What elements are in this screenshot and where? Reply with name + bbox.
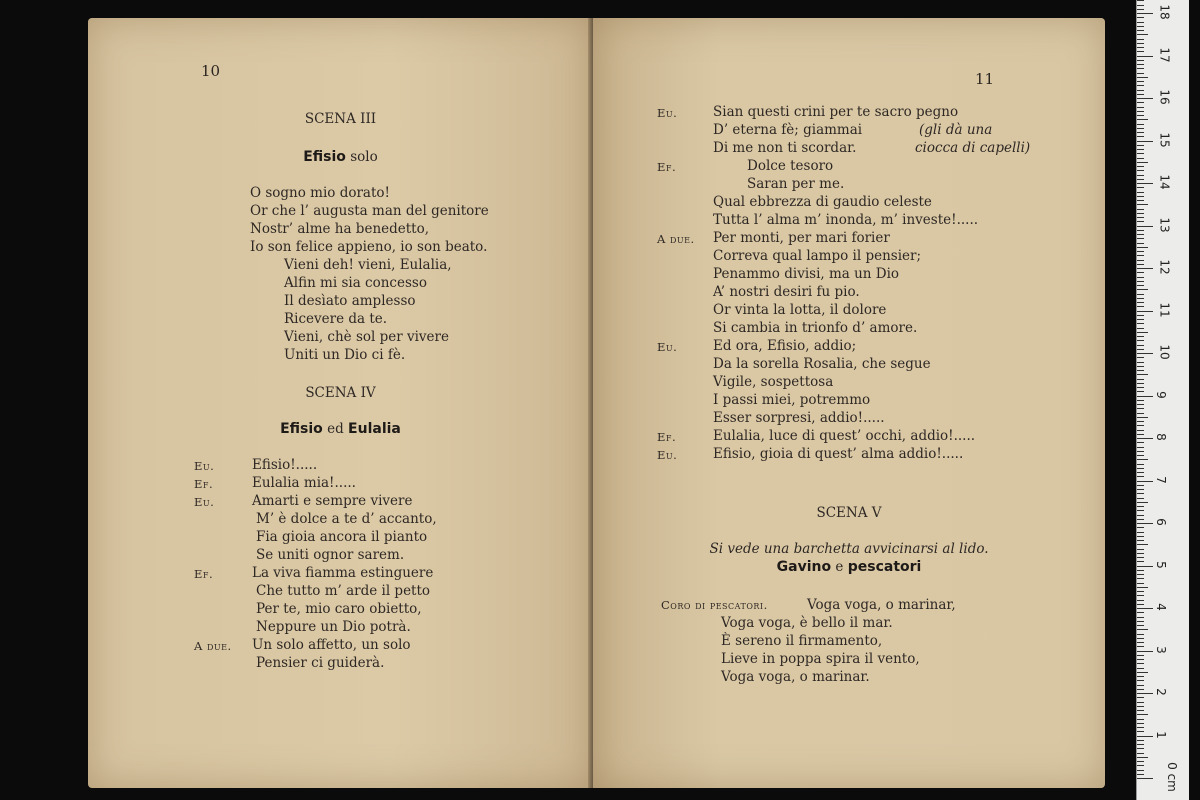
ruler-tick (1137, 753, 1144, 754)
ruler-tick (1137, 289, 1148, 290)
ruler-tick (1137, 434, 1144, 435)
dialogue-line: Penammo divisi, ma un Dio (713, 266, 900, 282)
measuring-ruler (1136, 0, 1189, 800)
ruler-tick (1137, 485, 1144, 486)
ruler-label: 17 (1157, 46, 1172, 63)
ruler-tick (1137, 98, 1153, 99)
ruler-tick (1137, 553, 1144, 554)
ruler-tick (1137, 604, 1144, 605)
ruler-tick (1137, 323, 1144, 324)
verse-line: Vieni, chè sol per vivere (284, 329, 449, 345)
dialogue-line: Se uniti ognor sarem. (256, 547, 405, 563)
ruler-tick (1137, 281, 1144, 282)
verse-line: Nostr’ alme ha benedetto, (250, 221, 430, 237)
ruler-tick (1137, 336, 1144, 337)
left-page (88, 18, 593, 788)
ruler-tick (1137, 765, 1144, 766)
ruler-label: 16 (1157, 89, 1172, 105)
ruler-tick (1137, 30, 1144, 31)
ruler-tick (1137, 272, 1144, 273)
ruler-label: 9 (1153, 390, 1168, 399)
ruler-tick (1137, 315, 1144, 316)
scene-5-title: SCENA V (816, 505, 882, 521)
ruler-tick (1137, 566, 1153, 567)
dialogue-line: M’ è dolce a te d’ accanto, (256, 511, 437, 527)
ruler-label: 5 (1153, 560, 1168, 569)
ruler-tick (1137, 243, 1144, 244)
chorus-line: Lieve in poppa spira il vento, (721, 651, 920, 667)
dialogue-line: Or vinta la lotta, il dolore (713, 302, 887, 318)
ruler-tick (1137, 73, 1144, 74)
ruler-tick (1137, 374, 1148, 375)
ruler-tick (1137, 523, 1153, 524)
ruler-tick (1137, 349, 1144, 350)
speaker-label: A due. (194, 639, 232, 653)
ruler-tick (1137, 672, 1148, 673)
ruler-tick (1137, 396, 1153, 397)
scene-3-title: SCENA III (304, 111, 377, 127)
ruler-tick (1137, 226, 1153, 227)
ruler-tick (1137, 162, 1148, 163)
dialogue-line: Esser sorpresi, addio!..... (713, 410, 885, 426)
ruler-tick (1137, 714, 1148, 715)
open-booklet (88, 18, 1108, 788)
scene-4-cast: Efisio ed Eulalia (280, 421, 401, 437)
ruler-tick (1137, 578, 1144, 579)
ruler-tick (1137, 391, 1144, 392)
dialogue-line: Sian questi crini per te sacro pegno (713, 104, 959, 120)
ruler-tick (1137, 506, 1144, 507)
verse-line: Uniti un Dio ci fè. (284, 347, 406, 363)
ruler-tick (1137, 421, 1144, 422)
ruler-label: 14 (1157, 174, 1172, 190)
ruler-tick (1137, 136, 1144, 137)
chorus-line: Voga voga, o marinar. (721, 669, 870, 685)
speaker-label: Ef. (657, 430, 677, 444)
dialogue-line: I passi miei, potremmo (713, 392, 871, 408)
dialogue-line: Ed ora, Efisio, addio; (713, 338, 857, 354)
ruler-tick (1137, 417, 1148, 418)
ruler-tick (1137, 498, 1144, 499)
ruler-tick (1137, 141, 1153, 142)
ruler-tick (1137, 196, 1144, 197)
ruler-tick (1137, 587, 1148, 588)
ruler-tick (1137, 689, 1144, 690)
dialogue-line: Neppure un Dio potrà. (256, 619, 411, 635)
ruler-label: 18 (1157, 4, 1172, 20)
ruler-tick (1137, 221, 1144, 222)
ruler-tick (1137, 591, 1144, 592)
ruler-tick (1137, 332, 1148, 333)
dialogue-line: Si cambia in trionfo d’ amore. (713, 320, 918, 336)
ruler-tick (1137, 264, 1144, 265)
ruler-tick (1137, 366, 1144, 367)
ruler-tick (1137, 311, 1153, 312)
ruler-tick (1137, 697, 1144, 698)
dialogue-line: D’ eterna fè; giammai (713, 122, 863, 138)
scene-5-direction: Si vede una barchetta avvicinarsi al lido. (709, 541, 989, 557)
ruler-tick (1137, 430, 1144, 431)
ruler-tick (1137, 723, 1144, 724)
ruler-label: 6 (1153, 518, 1168, 526)
ruler-tick (1137, 481, 1153, 482)
ruler-tick (1137, 340, 1144, 341)
ruler-tick (1137, 119, 1148, 120)
ruler-tick (1137, 204, 1148, 205)
ruler-tick (1137, 328, 1144, 329)
ruler-tick (1137, 39, 1144, 40)
ruler-tick (1137, 536, 1144, 537)
ruler-tick (1137, 132, 1144, 133)
ruler-tick (1137, 149, 1144, 150)
ruler-tick (1137, 319, 1144, 320)
ruler-tick (1137, 145, 1144, 146)
ruler-label: 11 (1157, 301, 1172, 318)
ruler-tick (1137, 183, 1153, 184)
ruler-tick (1137, 17, 1144, 18)
ruler-tick (1137, 451, 1144, 452)
ruler-tick (1137, 85, 1144, 86)
ruler-tick (1137, 387, 1144, 388)
ruler-tick (1137, 217, 1144, 218)
ruler-tick (1137, 302, 1144, 303)
ruler-tick (1137, 81, 1144, 82)
ruler-tick (1137, 255, 1144, 256)
verse-line: Vieni deh! vieni, Eulalia, (284, 257, 452, 273)
ruler-label: 13 (1157, 216, 1172, 233)
ruler-tick (1137, 476, 1144, 477)
ruler-tick (1137, 5, 1144, 6)
ruler-tick (1137, 736, 1153, 737)
speaker-label: A due. (657, 232, 695, 246)
ruler-tick (1137, 600, 1144, 601)
ruler-tick (1137, 527, 1144, 528)
speaker-label: Ef. (194, 567, 214, 581)
dialogue-line: Fia gioia ancora il pianto (256, 529, 428, 545)
ruler-tick (1137, 166, 1144, 167)
ruler-tick (1137, 90, 1144, 91)
ruler-tick (1137, 408, 1144, 409)
ruler-tick (1137, 268, 1153, 269)
ruler-tick (1137, 153, 1144, 154)
ruler-tick (1137, 693, 1153, 694)
ruler-tick (1137, 43, 1144, 44)
ruler-label: 12 (1157, 259, 1172, 275)
ruler-tick (1137, 744, 1144, 745)
ruler-tick (1137, 47, 1144, 48)
ruler-tick (1137, 404, 1144, 405)
ruler-tick (1137, 370, 1144, 371)
ruler-tick (1137, 489, 1144, 490)
ruler-tick (1137, 549, 1144, 550)
ruler-tick (1137, 60, 1144, 61)
ruler-tick (1137, 238, 1144, 239)
ruler-tick (1137, 94, 1144, 95)
stage-direction-line-2: ciocca di capelli) (915, 140, 1031, 156)
ruler-tick (1137, 234, 1144, 235)
ruler-tick (1137, 200, 1144, 201)
page-number-right: 11 (975, 70, 995, 88)
ruler-tick (1137, 706, 1144, 707)
dialogue-line: Che tutto m’ arde il petto (256, 583, 431, 599)
ruler-tick (1137, 625, 1144, 626)
ruler-tick (1137, 574, 1144, 575)
ruler-tick (1137, 213, 1144, 214)
ruler-tick (1137, 442, 1144, 443)
ruler-label: 15 (1157, 131, 1172, 148)
chorus-line: Voga voga, è bello il mar. (721, 615, 893, 631)
ruler-tick (1137, 532, 1144, 533)
ruler-tick (1137, 64, 1144, 65)
ruler-tick (1137, 510, 1144, 511)
ruler-tick (1137, 493, 1144, 494)
ruler-tick (1137, 298, 1144, 299)
scene-3-cast: Efisio solo (303, 149, 378, 165)
dialogue-line: A’ nostri desiri fu pio. (713, 284, 860, 300)
ruler-label: 7 (1153, 475, 1168, 484)
ruler-label: 8 (1153, 433, 1168, 441)
ruler-label: 2 (1153, 688, 1168, 696)
ruler-tick (1137, 651, 1153, 652)
scene-4-title: SCENA IV (305, 385, 376, 401)
ruler-tick (1137, 774, 1144, 775)
verse-line: Alfin mi sia concesso (284, 275, 427, 291)
stage-direction-line-1: (gli dà una (919, 122, 993, 138)
ruler-tick (1137, 251, 1144, 252)
dialogue-line: Di me non ti scordar. (713, 140, 857, 156)
ruler-label: 1 (1153, 730, 1168, 739)
ruler-tick (1137, 68, 1144, 69)
ruler-tick (1137, 179, 1144, 180)
ruler-tick (1137, 158, 1144, 159)
ruler-tick (1137, 22, 1144, 23)
ruler-tick (1137, 634, 1144, 635)
ruler-tick (1137, 170, 1144, 171)
ruler-tick (1137, 719, 1144, 720)
verse-line: Or che l’ augusta man del genitore (250, 203, 489, 219)
ruler-tick (1137, 285, 1144, 286)
ruler-tick (1137, 56, 1153, 57)
ruler-tick (1137, 655, 1144, 656)
dialogue-line: Un solo affetto, un solo (252, 637, 411, 653)
dialogue-line: Vigile, sospettosa (713, 374, 834, 390)
ruler-tick (1137, 230, 1144, 231)
ruler-tick (1137, 608, 1153, 609)
dialogue-line: Qual ebbrezza di gaudio celeste (713, 194, 932, 210)
ruler-tick (1137, 668, 1144, 669)
ruler-tick (1137, 13, 1153, 14)
ruler-tick (1137, 34, 1148, 35)
ruler-tick (1137, 702, 1144, 703)
speaker-label: Eu. (194, 459, 215, 473)
chorus-line: È sereno il firmamento, (721, 633, 883, 649)
ruler-tick (1137, 519, 1144, 520)
ruler-tick (1137, 51, 1144, 52)
speaker-label: Eu. (657, 340, 678, 354)
ruler-tick (1137, 638, 1144, 639)
ruler-tick (1137, 111, 1144, 112)
ruler-tick (1137, 710, 1144, 711)
ruler-tick (1137, 26, 1144, 27)
verse-line: Io son felice appieno, io son beato. (250, 239, 488, 255)
ruler-tick (1137, 102, 1144, 103)
ruler-tick (1137, 115, 1144, 116)
ruler-tick (1137, 468, 1144, 469)
verse-line: O sogno mio dorato! (250, 185, 390, 201)
verse-line: Il desìato amplesso (284, 293, 416, 309)
ruler-tick (1137, 260, 1144, 261)
ruler-tick (1137, 778, 1153, 779)
ruler-tick (1137, 515, 1144, 516)
ruler-tick (1137, 570, 1144, 571)
ruler-tick (1137, 595, 1144, 596)
ruler-tick (1137, 617, 1144, 618)
ruler-tick (1137, 770, 1144, 771)
ruler-tick (1137, 277, 1144, 278)
speaker-label: Eu. (657, 448, 678, 462)
dialogue-line: Per te, mio caro obietto, (256, 601, 422, 617)
ruler-label: 10 (1157, 344, 1172, 360)
ruler-tick (1137, 345, 1144, 346)
ruler-label: 4 (1153, 603, 1168, 611)
ruler-tick (1137, 379, 1144, 380)
ruler-tick (1137, 659, 1144, 660)
ruler-tick (1137, 9, 1144, 10)
dialogue-line: Correva qual lampo il pensier; (713, 248, 922, 264)
speaker-label: Ef. (194, 477, 214, 491)
ruler-tick (1137, 629, 1148, 630)
ruler-tick (1137, 438, 1153, 439)
ruler-label: 0 cm (1164, 762, 1179, 792)
chorus-line: Voga voga, o marinar, (807, 597, 956, 613)
ruler-tick (1137, 175, 1144, 176)
ruler-tick (1137, 425, 1144, 426)
ruler-tick (1137, 128, 1144, 129)
ruler-tick (1137, 757, 1148, 758)
dialogue-line: Eulalia, luce di quest’ occhi, addio!..... (713, 428, 976, 444)
verse-line: Ricevere da te. (284, 311, 388, 327)
ruler-tick (1137, 502, 1148, 503)
ruler-tick (1137, 413, 1144, 414)
page-number-left: 10 (201, 62, 221, 80)
speaker-label: Eu. (194, 495, 215, 509)
dialogue-line: Eulalia mia!..... (252, 475, 356, 491)
ruler-tick (1137, 447, 1144, 448)
ruler-tick (1137, 612, 1144, 613)
ruler-tick (1137, 353, 1153, 354)
ruler-tick (1137, 124, 1144, 125)
speaker-label: Eu. (657, 106, 678, 120)
dialogue-line: Per monti, per mari forier (713, 230, 890, 246)
dialogue-line: Efisio!..... (252, 457, 318, 473)
right-page (593, 18, 1105, 788)
ruler-tick (1137, 561, 1144, 562)
ruler-tick (1137, 557, 1144, 558)
ruler-tick (1137, 362, 1144, 363)
ruler-tick (1137, 209, 1144, 210)
dialogue-line: La viva fiamma estinguere (252, 565, 434, 581)
ruler-tick (1137, 464, 1144, 465)
chorus-label: Coro di pescatori. (661, 598, 768, 612)
ruler-tick (1137, 727, 1144, 728)
dialogue-line: Tutta l’ alma m’ inonda, m’ investe!..... (713, 212, 979, 228)
scene-5-cast: Gavino e pescatori (776, 559, 922, 575)
ruler-tick (1137, 192, 1144, 193)
ruler-tick (1137, 676, 1144, 677)
ruler-tick (1137, 400, 1144, 401)
ruler-tick (1137, 247, 1148, 248)
ruler-tick (1137, 663, 1144, 664)
ruler-tick (1137, 0, 1144, 1)
ruler-tick (1137, 685, 1144, 686)
ruler-tick (1137, 731, 1144, 732)
ruler-tick (1137, 680, 1144, 681)
ruler-tick (1137, 621, 1144, 622)
ruler-tick (1137, 544, 1148, 545)
ruler-label: 3 (1153, 645, 1168, 654)
ruler-tick (1137, 761, 1144, 762)
ruler-tick (1137, 77, 1148, 78)
ruler-tick (1137, 294, 1144, 295)
ruler-tick (1137, 383, 1144, 384)
ruler-tick (1137, 540, 1144, 541)
ruler-tick (1137, 107, 1144, 108)
ruler-tick (1137, 306, 1144, 307)
dialogue-line: Efisio, gioia di quest’ alma addio!..... (713, 446, 964, 462)
ruler-tick (1137, 748, 1144, 749)
ruler-tick (1137, 583, 1144, 584)
dialogue-line: Pensier ci guiderà. (256, 655, 385, 671)
dialogue-line: Dolce tesoro (747, 158, 834, 174)
dialogue-line: Da la sorella Rosalia, che segue (713, 356, 931, 372)
ruler-tick (1137, 472, 1144, 473)
ruler-tick (1137, 187, 1144, 188)
ruler-tick (1137, 455, 1144, 456)
dialogue-line: Amarti e sempre vivere (252, 493, 413, 509)
dialogue-line: Saran per me. (747, 176, 845, 192)
ruler-tick (1137, 740, 1144, 741)
ruler-tick (1137, 357, 1144, 358)
ruler-tick (1137, 646, 1144, 647)
ruler-tick (1137, 642, 1144, 643)
ruler-tick (1137, 459, 1148, 460)
speaker-label: Ef. (657, 160, 677, 174)
